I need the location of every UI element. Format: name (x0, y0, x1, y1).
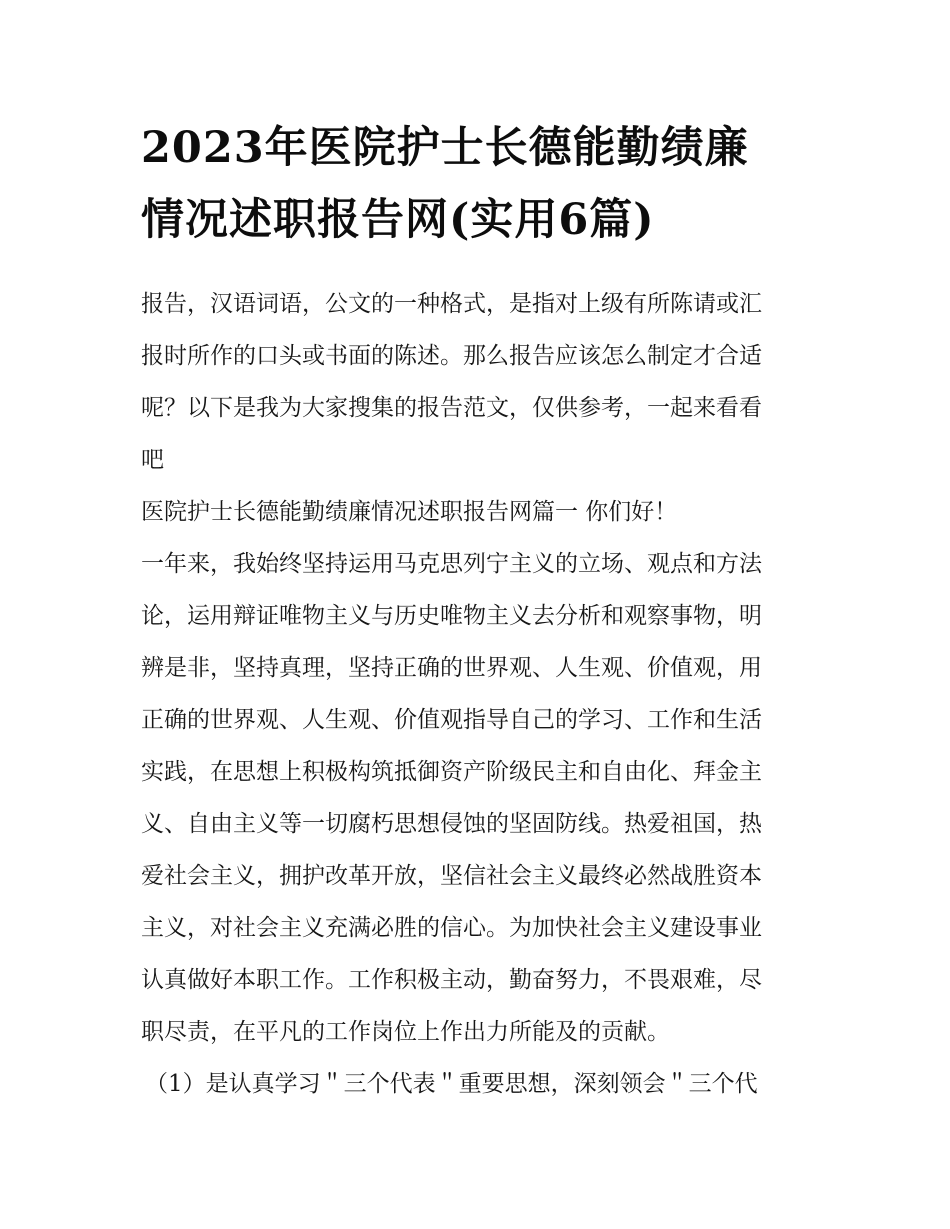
document-body (141, 278, 821, 1110)
document-title (141, 112, 821, 256)
text-line: （1）是认真学习＂三个代表＂重要思想，深刻领会＂三个代 (145, 1071, 758, 1097)
text-line: 医院护士长德能勤绩廉情况述职报告网篇一 你们好！ (141, 499, 678, 525)
text-line: 辨是非，坚持真理，坚持正确的世界观、人生观、价值观，用 (141, 655, 762, 681)
text-line: 义、自由主义等一切腐朽思想侵蚀的坚固防线。热爱祖国，热 (141, 811, 762, 837)
title-line: 情况述职报告网(实用6篇) (141, 195, 655, 245)
section-heading-paragraph (141, 486, 821, 538)
text-line: 报告，汉语词语，公文的一种格式，是指对上级有所陈请或汇 (141, 291, 762, 317)
text-line: 认真做好本职工作。工作积极主动，勤奋努力，不畏艰难，尽 (141, 967, 762, 993)
list-item-paragraph (141, 1058, 821, 1110)
main-paragraph (141, 538, 821, 1058)
text-line: 吧 (141, 447, 164, 473)
text-line: 报时所作的口头或书面的陈述。那么报告应该怎么制定才合适 (141, 343, 762, 369)
text-line: 呢？以下是我为大家搜集的报告范文，仅供参考，一起来看看 (141, 395, 762, 421)
text-line: 主义，对社会主义充满必胜的信心。为加快社会主义建设事业 (141, 915, 762, 941)
title-line: 2023年医院护士长德能勤绩廉 (141, 123, 749, 173)
intro-paragraph (141, 278, 821, 486)
text-line: 爱社会主义，拥护改革开放，坚信社会主义最终必然战胜资本 (141, 863, 762, 889)
text-line: 实践，在思想上积极构筑抵御资产阶级民主和自由化、拜金主 (141, 759, 762, 785)
text-line: 正确的世界观、人生观、价值观指导自己的学习、工作和生活 (141, 707, 762, 733)
text-line: 一年来，我始终坚持运用马克思列宁主义的立场、观点和方法 (141, 551, 762, 577)
text-line: 论，运用辩证唯物主义与历史唯物主义去分析和观察事物，明 (141, 603, 762, 629)
text-line: 职尽责，在平凡的工作岗位上作出力所能及的贡献。 (141, 1019, 670, 1045)
